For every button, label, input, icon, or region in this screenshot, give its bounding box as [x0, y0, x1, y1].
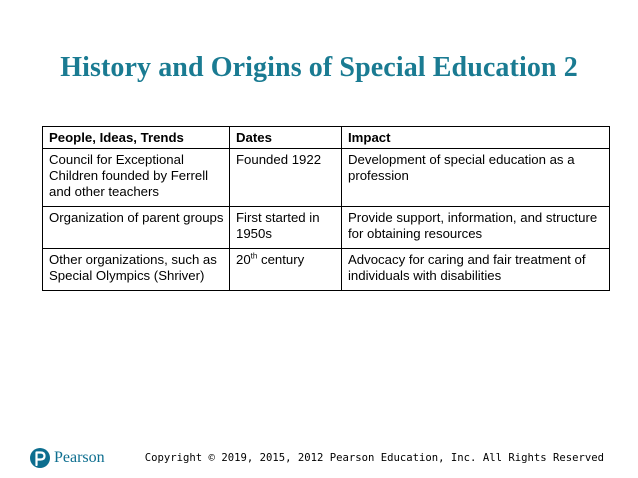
pearson-p-glyph	[34, 451, 46, 466]
cell-text: Provide support, information, and structure for obtaining resources	[348, 210, 598, 241]
dates-rest: century	[257, 252, 305, 267]
table-row	[43, 207, 610, 249]
cell-text	[236, 252, 336, 268]
cell-dates	[230, 207, 342, 249]
cell-text: Council for Exceptional Children founded by Ferrell and other teachers	[49, 152, 209, 199]
table-row	[43, 249, 610, 291]
header-dates: Dates	[230, 127, 342, 149]
pearson-logo	[30, 446, 105, 470]
dates-number: 20	[236, 252, 251, 267]
cell-text: First started in 1950s	[236, 210, 320, 241]
cell-people	[43, 249, 230, 291]
slide-title: History and Origins of Special Education 2	[60, 52, 578, 83]
pearson-wordmark: Pearson	[54, 449, 105, 466]
cell-impact	[342, 149, 610, 207]
cell-impact	[342, 249, 610, 291]
header-people-ideas-trends: People, Ideas, Trends	[43, 127, 230, 149]
cell-impact	[342, 207, 610, 249]
cell-people	[43, 207, 230, 249]
cell-text: Organization of parent groups	[49, 210, 224, 225]
cell-text: Development of special education as a profession	[348, 152, 575, 183]
table-row	[43, 149, 610, 207]
header-impact: Impact	[342, 127, 610, 149]
cell-dates	[230, 149, 342, 207]
pearson-p-icon	[30, 448, 50, 468]
cell-text: Advocacy for caring and fair treatment of individuals with disabilities	[348, 252, 586, 283]
ordinal-suffix: th	[250, 251, 258, 261]
copyright-notice: Copyright © 2019, 2015, 2012 Pearson Education, Inc. All Rights Reserved	[144, 452, 604, 464]
cell-dates	[230, 249, 342, 291]
cell-text: Founded 1922	[236, 152, 322, 167]
cell-people	[43, 149, 230, 207]
table-header-row	[43, 127, 610, 149]
history-table	[42, 126, 610, 291]
cell-text: Other organizations, such as Special Olympics (Shriver)	[49, 252, 217, 283]
